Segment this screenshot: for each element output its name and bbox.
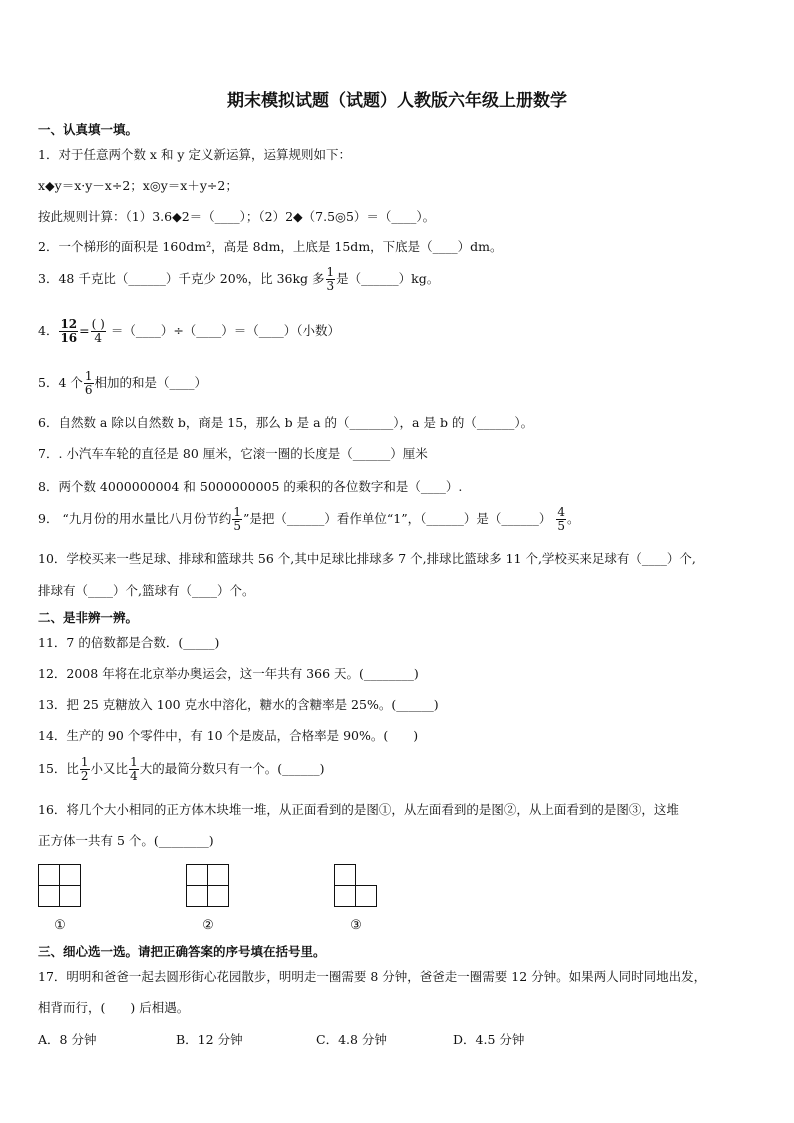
question-17-line-2: 相背而行，( ) 后相遇。 bbox=[38, 1000, 190, 1015]
question-8: 8．两个数 4000000004 和 5000000005 的乘积的各位数字和是（____）. bbox=[38, 479, 463, 494]
figure-label-3: ③ bbox=[350, 918, 362, 933]
section-heading-choose: 三、细心选一选。请把正确答案的序号填在括号里。 bbox=[38, 944, 326, 959]
section-heading-fill: 一、认真填一填。 bbox=[38, 122, 139, 137]
question-5 bbox=[38, 370, 207, 397]
figure-label-2: ② bbox=[202, 918, 214, 933]
question-2: 2．一个梯形的面积是 160dm²，高是 8dm，上底是 15dm，下底是（____）dm。 bbox=[38, 239, 503, 254]
question-10-line-2: 排球有（____）个,篮球有（____）个。 bbox=[38, 583, 255, 598]
section-heading-judge: 二、是非辨一辨。 bbox=[38, 610, 139, 625]
question-1-line-2: x◆y＝x·y－x÷2；x◎y＝x＋y÷2； bbox=[38, 178, 238, 193]
fraction-one-sixth: $\frac{1}{6}$ bbox=[84, 369, 93, 397]
question-5-text-a: 5．4 个 bbox=[38, 375, 83, 390]
fraction-one-fifth: $\frac{1}{5}$ bbox=[233, 505, 241, 533]
question-3 bbox=[38, 266, 439, 293]
question-15-text-b: 小又比 bbox=[90, 761, 129, 776]
question-4-text: ＝（____）÷（____）＝（____）（小数） bbox=[110, 323, 341, 338]
question-3-text-b: 是（______）kg。 bbox=[336, 271, 440, 286]
question-9-text-a: 9． “九月份的用水量比八月份节约 bbox=[38, 511, 232, 526]
question-9 bbox=[38, 506, 579, 533]
fraction-one-quarter: $\frac{1}{4}$ bbox=[130, 755, 138, 783]
fraction-four-fifths: $\frac{4}{5}$ bbox=[557, 505, 565, 533]
question-14: 14．生产的 90 个零件中，有 10 个是废品，合格率是 90%。( ) bbox=[38, 728, 419, 743]
option-d[interactable]: D．4.5 分钟 bbox=[453, 1032, 525, 1047]
fraction-one-third: $\frac{1}{3}$ bbox=[326, 265, 335, 293]
question-12: 12．2008 年将在北京举办奥运会，这一年共有 366 天。(________) bbox=[38, 666, 419, 681]
option-a[interactable]: A．8 分钟 bbox=[38, 1032, 97, 1047]
question-13: 13．把 25 克糖放入 100 克水中溶化，糖水的含糖率是 25%。(______) bbox=[38, 697, 439, 712]
equals-sign: = bbox=[79, 323, 90, 338]
option-b[interactable]: B．12 分钟 bbox=[176, 1032, 243, 1047]
question-16-line-2: 正方体一共有 5 个。(________) bbox=[38, 833, 214, 848]
fraction-12-16: $\frac{12}{16}$ bbox=[60, 317, 78, 345]
question-7: 7．. 小汽车车轮的直径是 80 厘米，它滚一圈的长度是（______）厘米 bbox=[38, 446, 428, 461]
question-15-text-a: 15．比 bbox=[38, 761, 79, 776]
figure-label-1: ① bbox=[54, 918, 66, 933]
question-5-text-b: 相加的和是（____） bbox=[94, 375, 208, 390]
question-15 bbox=[38, 756, 324, 783]
question-1-line-1: 1．对于任意两个数 x 和 y 定义新运算，运算规则如下： bbox=[38, 147, 351, 162]
question-6: 6．自然数 a 除以自然数 b，商是 15，那么 b 是 a 的（_______），a 是 b 的（______）。 bbox=[38, 415, 534, 430]
option-c[interactable]: C．4.8 分钟 bbox=[316, 1032, 387, 1047]
question-9-text-c: 。 bbox=[566, 511, 580, 526]
question-15-text-c: 大的最简分数只有一个。(______) bbox=[139, 761, 325, 776]
question-10-line-1: 10．学校买来一些足球、排球和篮球共 56 个,其中足球比排球多 7 个,排球比篮球多 11 个,学校买来足球有（____）个, bbox=[38, 551, 696, 566]
question-11: 11．7 的倍数都是合数．(_____) bbox=[38, 635, 220, 650]
fraction-one-half: $\frac{1}{2}$ bbox=[80, 755, 89, 783]
question-3-text-a: 3．48 千克比（______）千克少 20%，比 36kg 多 bbox=[38, 271, 325, 286]
fraction-blank-over-4: $\frac{( )}{4}$ bbox=[91, 317, 105, 345]
question-17-line-1: 17．明明和爸爸一起去圆形街心花园散步，明明走一圈需要 8 分钟，爸爸走一圈需要 12 分钟。如果两人同时同地出发， bbox=[38, 969, 707, 984]
question-9-text-b: ”是把（______）看作单位“1”，（______）是（______） bbox=[242, 511, 552, 526]
question-4-number: 4． bbox=[38, 323, 59, 338]
question-16-line-1: 16．将几个大小相同的正方体木块堆一堆，从正面看到的是图①，从左面看到的是图②，从上面看到的是图③，这堆 bbox=[38, 802, 679, 817]
page-title: 期末模拟试题（试题）人教版六年级上册数学 bbox=[227, 91, 567, 111]
question-1-line-3: 按此规则计算：（1）3.6◆2＝（____）；（2）2◆（7.5◎5）＝（____）。 bbox=[38, 209, 436, 224]
question-4 bbox=[38, 318, 340, 345]
